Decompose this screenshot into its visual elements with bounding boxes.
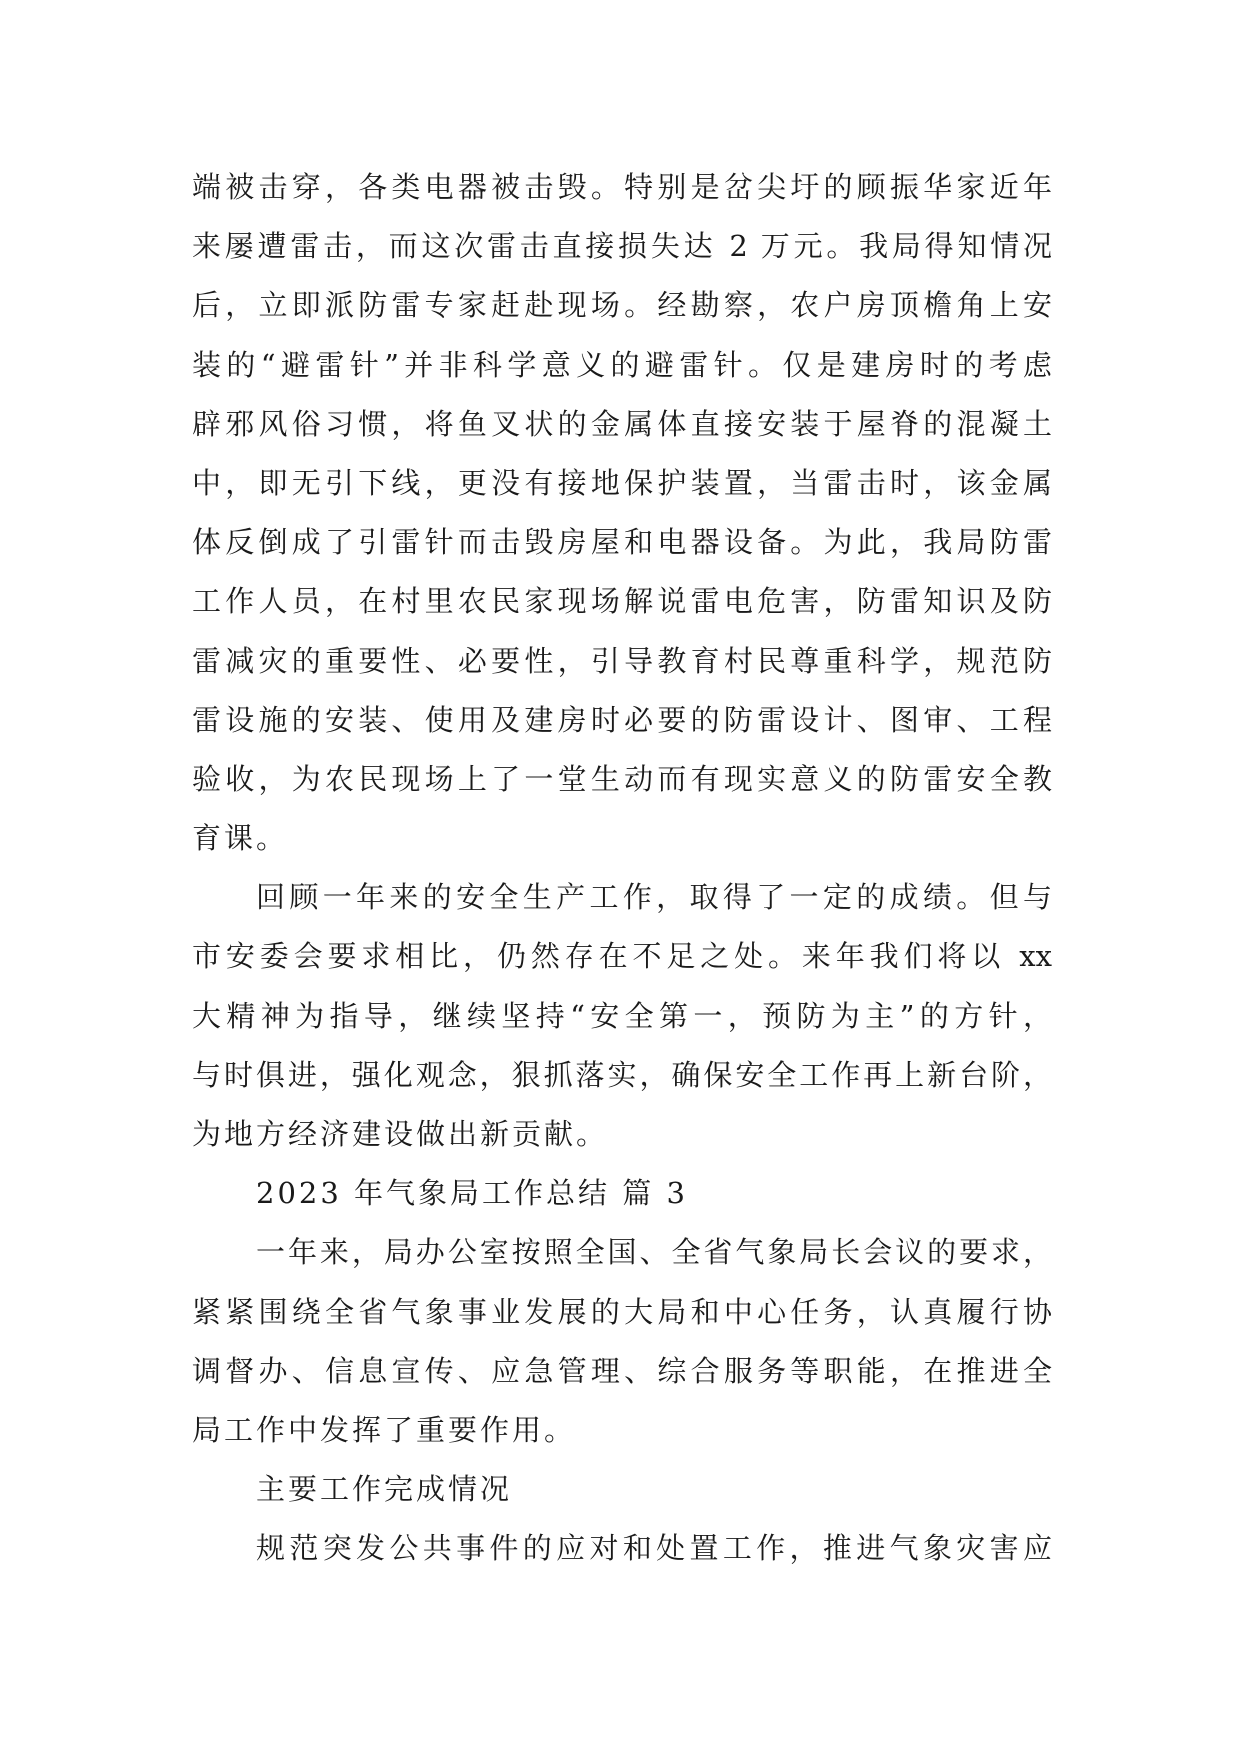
document-body xyxy=(192,158,1052,1579)
text-line: 调督办、信息宣传、应急管理、综合服务等职能，在推进全 xyxy=(192,1353,1052,1388)
text-line: 主要工作完成情况 xyxy=(256,1472,513,1507)
text-line: 一年来，局办公室按照全国、全省气象局长会议的要求， xyxy=(256,1235,1052,1270)
text-line: 规范突发公共事件的应对和处置工作，推进气象灾害应 xyxy=(256,1531,1052,1566)
text-line: 为地方经济建设做出新贡献。 xyxy=(192,1117,609,1151)
text-line: 来屡遭雷击，而这次雷击直接损失达 2 万元。我局得知情况 xyxy=(192,229,1052,264)
text-line: 回顾一年来的安全生产工作，取得了一定的成绩。但与 xyxy=(256,880,1052,915)
text-line: 2023 年气象局工作总结 篇 3 xyxy=(256,1176,688,1211)
text-line: 工作人员，在村里农民家现场解说雷电危害，防雷知识及防 xyxy=(192,584,1052,619)
text-line: 辟邪风俗习惯，将鱼叉状的金属体直接安装于屋脊的混凝土 xyxy=(192,406,1052,441)
text-line: 市安委会要求相比，仍然存在不足之处。来年我们将以 xx xyxy=(192,939,1052,974)
text-line: 装的“避雷针”并非科学意义的避雷针。仅是建房时的考虑 xyxy=(192,347,1052,382)
text-line: 大精神为指导，继续坚持“安全第一，预防为主”的方针， xyxy=(192,998,1052,1033)
text-line: 紧紧围绕全省气象事业发展的大局和中心任务，认真履行协 xyxy=(192,1294,1052,1329)
text-line: 后，立即派防雷专家赶赴现场。经勘察，农户房顶檐角上安 xyxy=(192,288,1052,323)
text-line: 雷减灾的重要性、必要性，引导教育村民尊重科学，规范防 xyxy=(192,643,1052,678)
text-line: 验收，为农民现场上了一堂生动而有现实意义的防雷安全教 xyxy=(192,761,1052,796)
text-line: 中，即无引下线，更没有接地保护装置，当雷击时，该金属 xyxy=(192,465,1052,500)
text-line: 局工作中发挥了重要作用。 xyxy=(192,1412,577,1447)
text-line: 端被击穿，各类电器被击毁。特别是岔尖圩的顾振华家近年 xyxy=(192,170,1052,204)
text-line: 育课。 xyxy=(192,821,289,856)
text-line: 雷设施的安装、使用及建房时必要的防雷设计、图审、工程 xyxy=(192,702,1052,737)
text-line: 体反倒成了引雷针而击毁房屋和电器设备。为此，我局防雷 xyxy=(192,525,1052,560)
text-line: 与时俱进，强化观念，狠抓落实，确保安全工作再上新台阶， xyxy=(192,1057,1052,1092)
